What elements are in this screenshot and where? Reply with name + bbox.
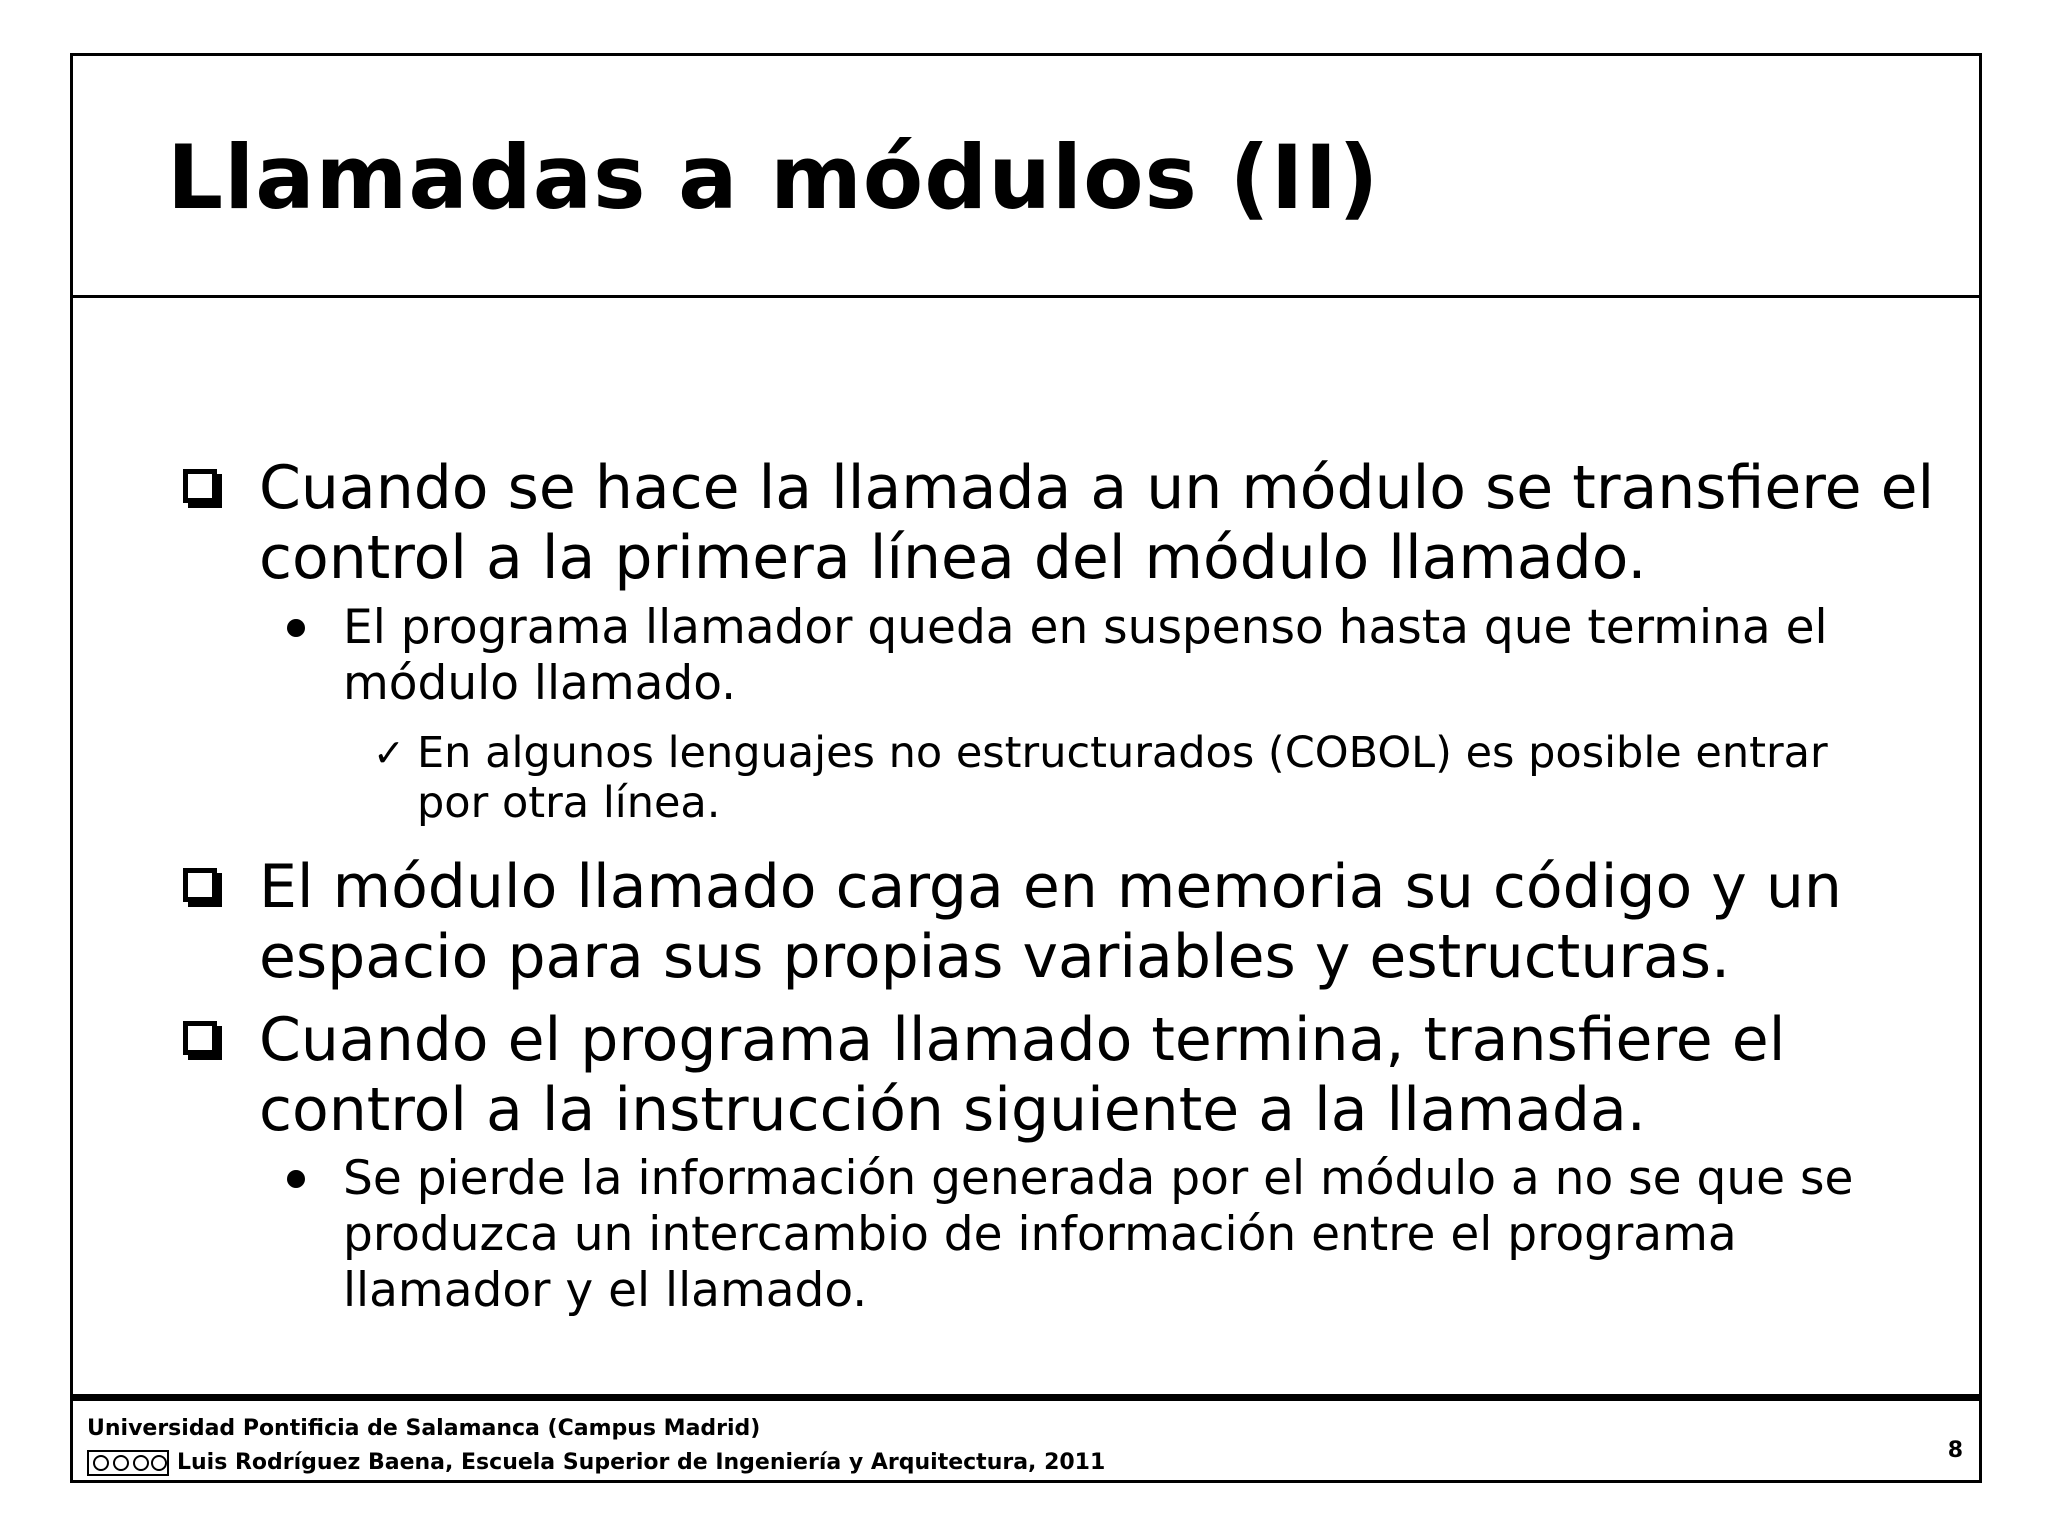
bullet-text: Cuando el programa llamado termina, transfiere el control a la instrucción siguiente a la llamada.	[259, 1005, 1786, 1145]
page-number: 8	[1947, 1438, 1963, 1463]
sub-bullet-item	[287, 600, 1828, 712]
footer-credits	[87, 1449, 1105, 1477]
bullet-item	[183, 453, 1934, 593]
bullet-item	[183, 852, 1842, 992]
dot-bullet-icon	[287, 1170, 305, 1188]
slide-frame	[70, 53, 1982, 1483]
checkbox-bullet-icon	[183, 469, 217, 503]
slide-footer	[73, 1394, 1979, 1483]
sub-bullet-item	[287, 1151, 1853, 1319]
checkbox-bullet-icon	[183, 1021, 217, 1055]
sub-bullet-text: El programa llamador queda en suspenso hasta que termina el módulo llamado.	[343, 600, 1828, 711]
sub-sub-bullet-text: En algunos lenguajes no estructurados (COBOL) es posible entrar por otra línea.	[417, 728, 1828, 828]
sub-bullet-text: Se pierde la información generada por el módulo a no se que se produzca un intercambio de información entre el programa llamador y el llamado.	[343, 1151, 1854, 1318]
bullet-text: El módulo llamado carga en memoria su código y un espacio para sus propias variables y estructuras.	[259, 852, 1842, 992]
dot-bullet-icon	[287, 619, 305, 637]
sub-sub-bullet-item	[373, 728, 1828, 828]
footer-institution: Universidad Pontificia de Salamanca (Campus Madrid)	[87, 1416, 761, 1441]
bullet-item	[183, 1005, 1785, 1145]
checkbox-bullet-icon	[183, 868, 217, 902]
bullet-text: Cuando se hace la llamada a un módulo se transfiere el control a la primera línea del módulo llamado.	[259, 453, 1935, 593]
creative-commons-by-nc-sa-icon	[87, 1450, 169, 1476]
footer-author: Luis Rodríguez Baena, Escuela Superior de Ingeniería y Arquitectura, 2011	[177, 1450, 1106, 1475]
checkmark-bullet-icon: ✓	[373, 731, 405, 775]
title-area	[73, 56, 1979, 298]
slide-title: Llamadas a módulos (II)	[167, 126, 1380, 229]
